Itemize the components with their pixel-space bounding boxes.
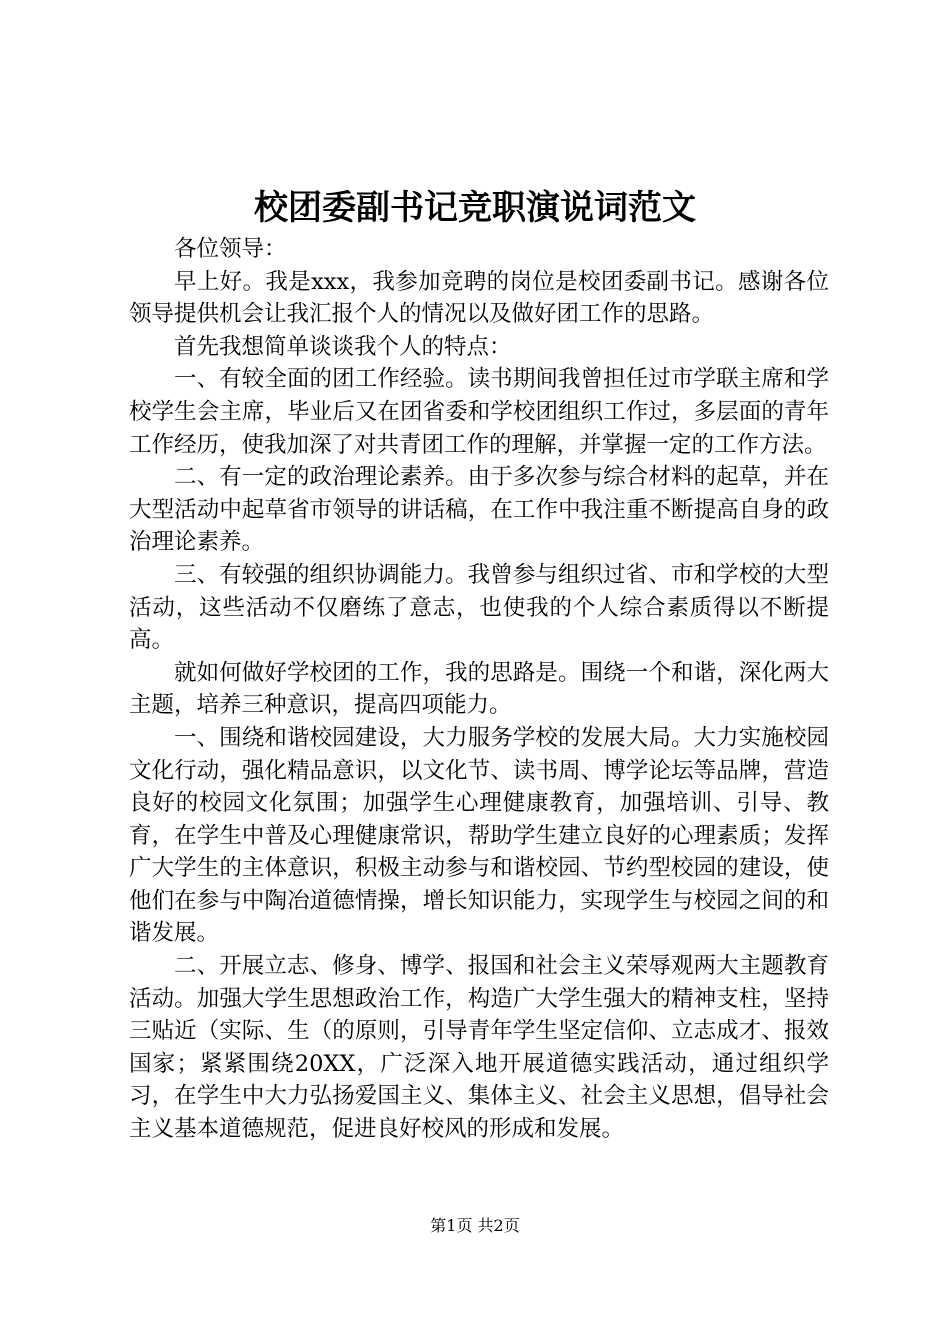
paragraph-plan-2: 二、开展立志、修身、博学、报国和社会主义荣辱观两大主题教育活动。加强大学生思想政治工作，构造广大学生强大的精神支柱，坚持三贴近（实际、生（的原则，引导青年学生坚定信仰、立志成才、报效国家；紧紧围绕20XX，广泛深入地开展道德实践活动，通过组织学习，在学生中大力弘扬爱国主义、集体主义、社会主义思想，倡导社会主义基本道德规范，促进良好校风的形成和发展。 bbox=[129, 953, 829, 1143]
paragraph-plan-1: 一、围绕和谐校园建设，大力服务学校的发展大局。大力实施校园文化行动，强化精品意识，以文化节、读书周、博学论坛等品牌，营造良好的校园文化氛围；加强学生心理健康教育，加强培训、引导、教育，在学生中普及心理健康常识，帮助学生建立良好的心理素质；发挥广大学生的主体意识，积极主动参与和谐校园、节约型校园的建设，使他们在参与中陶冶道德情操，增长知识能力，实现学生与校园之间的和谐发展。 bbox=[129, 724, 829, 947]
paragraph-trait-2: 二、有一定的政治理论素养。由于多次参与综合材料的起草，并在大型活动中起草省市领导的讲话稿，在工作中我注重不断提高自身的政治理论素养。 bbox=[129, 464, 829, 556]
page-number-footer: 第1页 共2页 bbox=[430, 1216, 520, 1235]
paragraph-greeting: 早上好。我是xxx，我参加竞聘的岗位是校团委副书记。感谢各位领导提供机会让我汇报个人的情况以及做好团工作的思路。 bbox=[129, 268, 829, 328]
paragraph-trait-3: 三、有较强的组织协调能力。我曾参与组织过省、市和学校的大型活动，这些活动不仅磨练了意志，也使我的个人综合素质得以不断提高。 bbox=[129, 561, 829, 654]
paragraph-intro-traits: 首先我想简单谈谈我个人的特点： bbox=[174, 333, 512, 360]
document-body bbox=[129, 233, 829, 1146]
paragraph-salutation: 各位领导： bbox=[174, 236, 287, 262]
document-title: 校团委副书记竞职演说词范文 bbox=[254, 188, 696, 228]
paragraph-approach: 就如何做好学校团的工作，我的思路是。围绕一个和谐，深化两大主题，培养三种意识，提高四项能力。 bbox=[129, 659, 829, 719]
paragraph-trait-1: 一、有较全面的团工作经验。读书期间我曾担任过市学联主席和学校学生会主席，毕业后又在团省委和学校团组织工作过，多层面的青年工作经历，使我加深了对共青团工作的理解，并掌握一定的工作方法。 bbox=[129, 366, 829, 458]
